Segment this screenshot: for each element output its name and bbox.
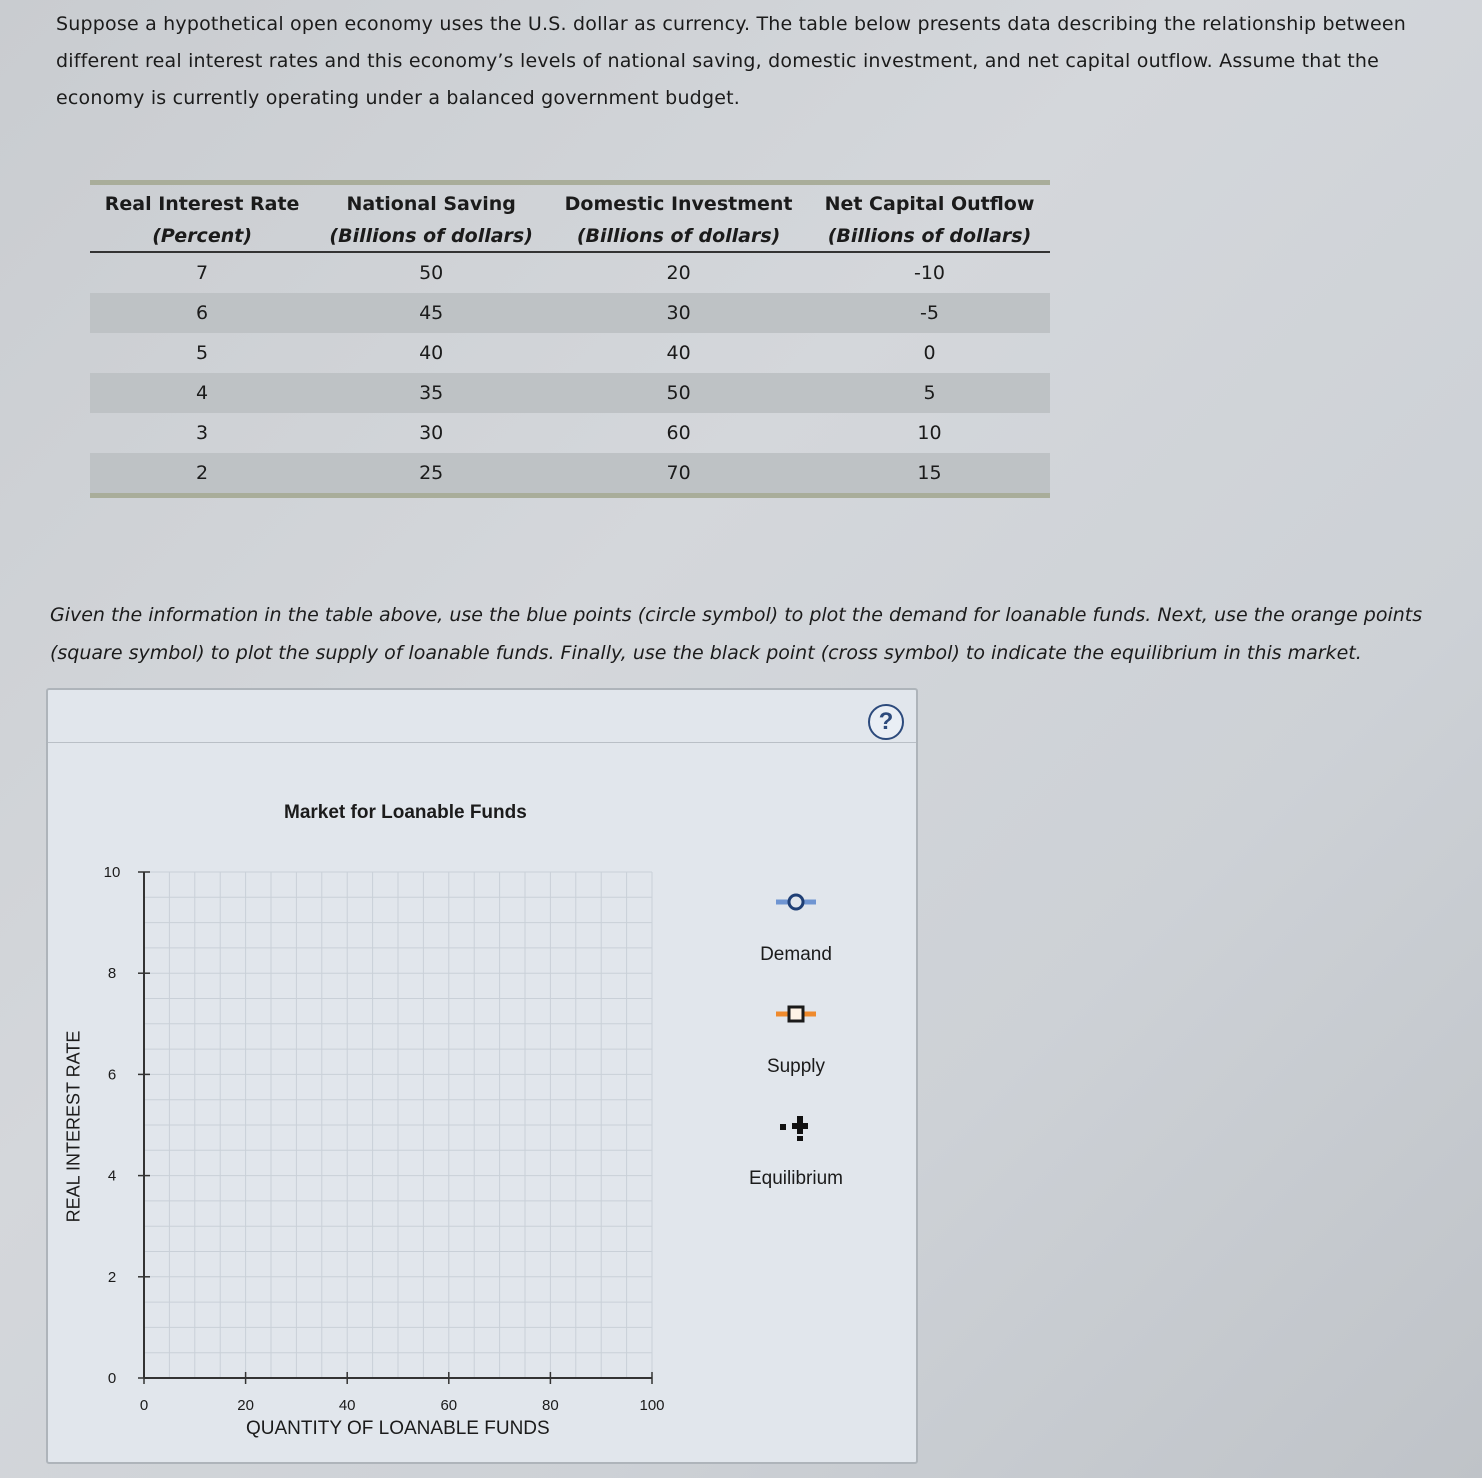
table-row (90, 252, 1050, 293)
table-row (90, 333, 1050, 373)
table-cell: -5 (920, 302, 939, 324)
y-tick-label: 8 (107, 965, 117, 983)
table-cell: 15 (917, 462, 942, 484)
y-tick-label: 0 (107, 1370, 117, 1387)
table-cell: 5 (923, 382, 936, 404)
legend-demand-tool[interactable] (726, 890, 866, 966)
table-cell: 50 (666, 382, 691, 404)
table-row (90, 373, 1050, 413)
table-cell: 2 (196, 462, 209, 484)
y-tick-label: 10 (103, 864, 121, 881)
table-cell: 50 (419, 262, 444, 284)
table-cell: 0 (923, 342, 936, 364)
legend-supply-label: Supply (766, 1056, 826, 1077)
legend-equilibrium-tool[interactable] (726, 1112, 866, 1190)
y-tick-label: 4 (107, 1167, 117, 1185)
x-axis-label: QUANTITY OF LOANABLE FUNDS (246, 1418, 550, 1439)
chart-title: Market for Loanable Funds (284, 802, 527, 823)
table-cell: 10 (917, 422, 942, 444)
table-cell: 6 (196, 302, 209, 324)
table-cell: 40 (419, 342, 444, 364)
table-row (90, 413, 1050, 453)
supply-square-icon[interactable] (774, 1002, 818, 1026)
table-row (90, 453, 1050, 496)
table-cell: -10 (913, 262, 946, 284)
table-cell: 5 (196, 342, 209, 364)
x-tick-label: 20 (237, 1397, 254, 1414)
y-tick-label: 2 (107, 1268, 117, 1286)
table-cell: 40 (666, 342, 691, 364)
legend-supply-tool[interactable] (726, 1002, 866, 1078)
y-tick-label: 6 (107, 1066, 117, 1084)
x-tick-label: 100 (639, 1397, 665, 1414)
instructions-paragraph: Given the information in the table above, use the blue points (circle symbol) to plot the demand for loanable funds. Next, use the orange points (square symbol) to plot the supply of loanable funds. Finally, use the black point (cross symbol) to indicate the equilibrium in this market. (50, 604, 1423, 664)
table-cell: 4 (196, 382, 209, 404)
table-cell: 70 (666, 462, 691, 484)
table-row (90, 293, 1050, 333)
data-table (90, 180, 1050, 498)
table-cell: 45 (419, 302, 444, 324)
header-domestic-investment: Domestic Investment (Billions of dollars) (564, 193, 793, 247)
table-cell: 20 (666, 262, 691, 284)
x-tick-label: 40 (338, 1397, 356, 1414)
x-tick-label: 60 (440, 1397, 458, 1414)
equilibrium-cross-icon[interactable] (774, 1112, 818, 1142)
table-cell: 3 (196, 422, 209, 444)
table-cell: 7 (196, 262, 209, 284)
legend-equilibrium-label: Equilibrium (749, 1168, 843, 1189)
table-cell: 60 (666, 422, 691, 444)
x-tick-label: 0 (139, 1397, 149, 1414)
header-net-capital-outflow: Net Capital Outflow (Billions of dollars) (824, 193, 1035, 247)
table-cell: 30 (666, 302, 691, 324)
y-axis-label: REAL INTEREST RATE (63, 1030, 84, 1223)
graph-panel (46, 688, 918, 1464)
legend-demand-label: Demand (760, 944, 832, 965)
x-tick-label: 80 (542, 1397, 559, 1414)
table-cell: 25 (419, 462, 444, 484)
table-cell: 35 (419, 382, 444, 404)
demand-circle-icon[interactable] (774, 890, 818, 914)
header-real-interest-rate: Real Interest Rate (Percent) (104, 193, 300, 247)
intro-paragraph: Suppose a hypothetical open economy uses the U.S. dollar as currency. The table below presents data describing the relationship between different real interest rates and this economy’s levels of national saving, domestic investment, and net capital outflow. Assume that the economy is currently operating under a balanced government budget. (56, 13, 1407, 109)
header-national-saving: National Saving (Billions of dollars) (329, 193, 533, 247)
table-header-row (90, 183, 1050, 253)
table-cell: 30 (419, 422, 444, 444)
help-button[interactable]: ? (868, 704, 904, 740)
